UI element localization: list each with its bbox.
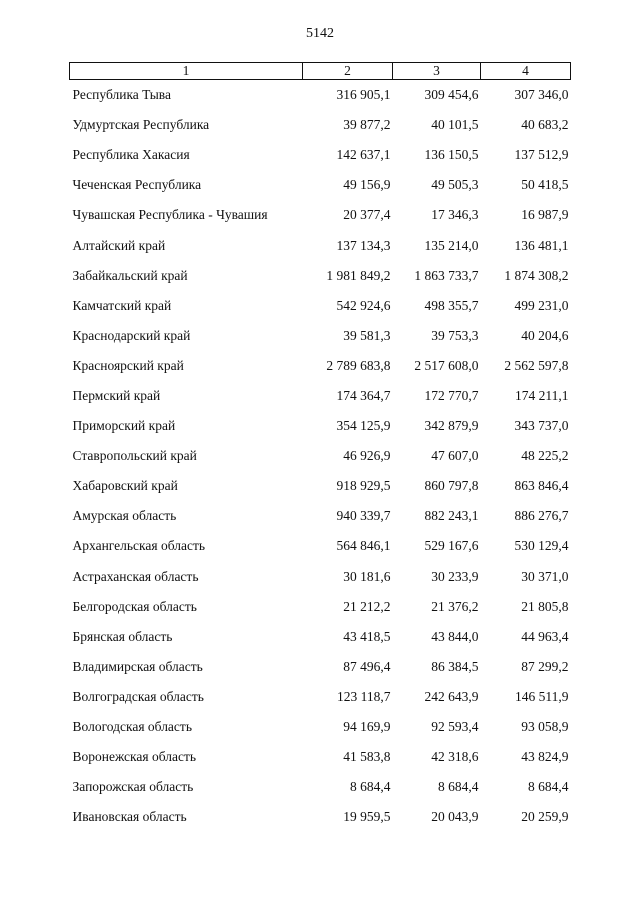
table-row — [70, 652, 571, 682]
value-cell-col2: 20 377,4 — [343, 207, 391, 223]
value-cell-col2: 2 789 683,8 — [326, 357, 391, 373]
value-cell-col4: 87 299,2 — [521, 658, 569, 674]
value-cell-col3: 498 355,7 — [424, 297, 479, 313]
region-name-cell: Республика Тыва — [72, 87, 171, 103]
region-name-cell: Владимирская область — [72, 658, 203, 674]
value-cell-col4: 343 737,0 — [514, 418, 569, 434]
value-cell-col2: 19 959,5 — [343, 809, 391, 825]
value-cell-col4: 307 346,0 — [514, 87, 569, 103]
value-cell-col2: 87 496,4 — [343, 658, 391, 674]
region-name-cell: Республика Хакасия — [72, 147, 190, 163]
table-row — [70, 411, 571, 441]
region-name-cell: Алтайский край — [72, 237, 166, 253]
table-row — [70, 531, 571, 561]
value-cell-col3: 135 214,0 — [424, 237, 479, 253]
region-name-cell: Ставропольский край — [72, 448, 197, 464]
value-cell-col4: 146 511,9 — [515, 688, 569, 704]
value-cell-col4: 44 963,4 — [521, 628, 569, 644]
table-row — [70, 381, 571, 411]
region-name-cell: Волгоградская область — [72, 688, 204, 704]
table-row — [70, 80, 571, 111]
table-row — [70, 170, 571, 200]
value-cell-col4: 43 824,9 — [521, 749, 569, 765]
value-cell-col4: 174 211,1 — [515, 387, 569, 403]
column-header-3: 3 — [393, 63, 481, 80]
table-row — [70, 742, 571, 772]
value-cell-col2: 41 583,8 — [343, 749, 391, 765]
value-cell-col4: 16 987,9 — [521, 207, 569, 223]
value-cell-col3: 882 243,1 — [424, 508, 479, 524]
column-header-1: 1 — [70, 63, 303, 80]
header-row — [70, 63, 571, 80]
table-row — [70, 622, 571, 652]
value-cell-col4: 863 846,4 — [514, 478, 569, 494]
value-cell-col4: 530 129,4 — [514, 538, 569, 554]
value-cell-col3: 21 376,2 — [431, 598, 479, 614]
value-cell-col4: 40 683,2 — [521, 117, 569, 133]
value-cell-col4: 136 481,1 — [514, 237, 569, 253]
value-cell-col4: 499 231,0 — [514, 297, 569, 313]
value-cell-col4: 137 512,9 — [514, 147, 569, 163]
column-header-2: 2 — [303, 63, 393, 80]
region-name-cell: Приморский край — [72, 418, 176, 434]
value-cell-col3: 30 233,9 — [431, 568, 479, 584]
value-cell-col3: 529 167,6 — [424, 538, 479, 554]
value-cell-col3: 20 043,9 — [431, 809, 479, 825]
region-name-cell: Краснодарский край — [72, 327, 191, 343]
value-cell-col2: 49 156,9 — [343, 177, 391, 193]
table-row — [70, 351, 571, 381]
value-cell-col3: 39 753,3 — [431, 327, 479, 343]
value-cell-col2: 43 418,5 — [343, 628, 391, 644]
value-cell-col3: 1 863 733,7 — [414, 267, 479, 283]
region-name-cell: Воронежская область — [72, 749, 197, 765]
value-cell-col4: 50 418,5 — [521, 177, 569, 193]
value-cell-col2: 94 169,9 — [343, 719, 391, 735]
table-row — [70, 140, 571, 170]
value-cell-col2: 8 684,4 — [350, 779, 391, 795]
value-cell-col2: 918 929,5 — [336, 478, 391, 494]
value-cell-col3: 2 517 608,0 — [414, 357, 479, 373]
data-table — [69, 62, 571, 832]
value-cell-col3: 860 797,8 — [424, 478, 479, 494]
value-cell-col4: 21 805,8 — [521, 598, 569, 614]
region-name-cell: Камчатский край — [72, 297, 172, 313]
table-row — [70, 200, 571, 230]
value-cell-col3: 342 879,9 — [424, 418, 479, 434]
value-cell-col2: 316 905,1 — [336, 87, 391, 103]
value-cell-col3: 242 643,9 — [424, 688, 479, 704]
value-cell-col2: 564 846,1 — [336, 538, 391, 554]
table-row — [70, 592, 571, 622]
value-cell-col3: 47 607,0 — [431, 448, 479, 464]
table-row — [70, 441, 571, 471]
region-name-cell: Вологодская область — [72, 719, 192, 735]
value-cell-col3: 8 684,4 — [438, 779, 479, 795]
region-name-cell: Хабаровский край — [72, 478, 178, 494]
value-cell-col3: 86 384,5 — [431, 658, 479, 674]
region-name-cell: Пермский край — [72, 387, 161, 403]
value-cell-col2: 137 134,3 — [336, 237, 391, 253]
region-name-cell: Удмуртская Республика — [72, 117, 210, 133]
value-cell-col3: 17 346,3 — [431, 207, 479, 223]
region-name-cell: Архангельская область — [72, 538, 206, 554]
value-cell-col2: 1 981 849,2 — [326, 267, 391, 283]
value-cell-col2: 39 877,2 — [343, 117, 391, 133]
table-row — [70, 321, 571, 351]
table-header — [70, 63, 571, 80]
table-row — [70, 562, 571, 592]
region-name-cell: Запорожская область — [72, 779, 194, 795]
page-number: 5142 — [306, 26, 334, 41]
value-cell-col2: 21 212,2 — [343, 598, 391, 614]
value-cell-col2: 174 364,7 — [336, 387, 391, 403]
table-row — [70, 230, 571, 260]
value-cell-col2: 30 181,6 — [343, 568, 391, 584]
value-cell-col3: 92 593,4 — [431, 719, 479, 735]
value-cell-col4: 2 562 597,8 — [504, 357, 569, 373]
table-row — [70, 110, 571, 140]
value-cell-col3: 40 101,5 — [431, 117, 479, 133]
value-cell-col2: 940 339,7 — [336, 508, 391, 524]
value-cell-col4: 40 204,6 — [521, 327, 569, 343]
value-cell-col2: 354 125,9 — [336, 418, 391, 434]
region-name-cell: Брянская область — [72, 628, 173, 644]
value-cell-col4: 30 371,0 — [521, 568, 569, 584]
table-row — [70, 802, 571, 832]
value-cell-col3: 43 844,0 — [431, 628, 479, 644]
value-cell-col2: 39 581,3 — [343, 327, 391, 343]
value-cell-col4: 8 684,4 — [528, 779, 569, 795]
region-name-cell: Амурская область — [72, 508, 177, 524]
table-row — [70, 291, 571, 321]
table-row — [70, 471, 571, 501]
table-row — [70, 261, 571, 291]
region-name-cell: Чувашская Республика - Чувашия — [72, 207, 268, 223]
value-cell-col3: 49 505,3 — [431, 177, 479, 193]
table-row — [70, 712, 571, 742]
value-cell-col2: 542 924,6 — [336, 297, 391, 313]
table-row — [70, 501, 571, 531]
value-cell-col4: 886 276,7 — [514, 508, 569, 524]
region-name-cell: Забайкальский край — [72, 267, 188, 283]
value-cell-col4: 48 225,2 — [521, 448, 569, 464]
value-cell-col4: 1 874 308,2 — [504, 267, 569, 283]
value-cell-col3: 172 770,7 — [424, 387, 479, 403]
value-cell-col2: 142 637,1 — [336, 147, 391, 163]
table-body — [70, 80, 571, 833]
region-name-cell: Красноярский край — [72, 357, 184, 373]
value-cell-col3: 42 318,6 — [431, 749, 479, 765]
value-cell-col3: 309 454,6 — [424, 87, 479, 103]
value-cell-col3: 136 150,5 — [424, 147, 479, 163]
value-cell-col4: 20 259,9 — [521, 809, 569, 825]
value-cell-col2: 46 926,9 — [343, 448, 391, 464]
column-header-4: 4 — [481, 63, 571, 80]
region-name-cell: Чеченская Республика — [72, 177, 202, 193]
table-row — [70, 772, 571, 802]
table-row — [70, 682, 571, 712]
region-name-cell: Белгородская область — [72, 598, 197, 614]
region-name-cell: Астраханская область — [72, 568, 199, 584]
value-cell-col4: 93 058,9 — [521, 719, 569, 735]
region-name-cell: Ивановская область — [72, 809, 187, 825]
value-cell-col2: 123 118,7 — [337, 688, 391, 704]
